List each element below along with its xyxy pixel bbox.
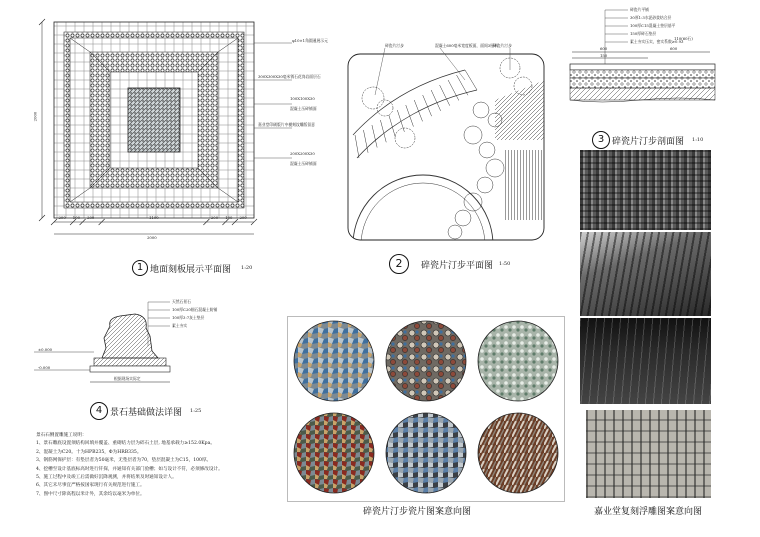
plan2-caption — [389, 254, 510, 274]
drawing-2-plan — [345, 40, 550, 280]
plan1-total-height: 2000 — [32, 111, 38, 122]
plan1-bottom-dim: 100 — [225, 215, 233, 220]
relief-caption: 嘉业堂复刻浮雕图案意向图 — [594, 507, 703, 517]
notes-item: 3、钢筋网保护层：有垫层者为50毫米，无垫层者为70，垫层混凝土为C15，100厚。 — [36, 458, 212, 464]
plan1-scale: 1:20 — [241, 265, 253, 271]
plan1-annotation: 混凝土压碎铺面 — [290, 161, 317, 166]
plan1-caption — [132, 260, 252, 276]
detail4-layer: 素土夯实 — [172, 323, 188, 328]
plan1-bottom-dim: 200 — [87, 215, 95, 220]
relief-photo-3 — [580, 318, 711, 404]
section3-layer: 素土夯实压实，密实系数≥0.93 — [630, 39, 684, 44]
section3-number: 3 — [592, 131, 610, 149]
plan2-annotation: 混凝土600毫米宽度板面，面间3厘米 — [435, 43, 498, 48]
plan1-total-width: 2000 — [147, 235, 157, 240]
notes-item: 5、施工过程中及竣工后需做好沉降观测，并将结果及时通知设计人。 — [36, 475, 177, 481]
detail4-number: 4 — [90, 402, 108, 420]
section3-dim: 110(60石) — [674, 36, 693, 41]
detail4-bottom-note: 根据现场实际定 — [114, 376, 141, 381]
notes-item: 4、挖槽至设计基底标高时进行钎探，并通知有关部门验槽；如与设计不符，必须修改设计。 — [36, 466, 223, 472]
plan2-annotation: 碎瓷片汀步 — [493, 43, 512, 48]
detail4-layer: 100厚3:7灰土垫层 — [172, 315, 205, 320]
section3-dim: 150 — [600, 53, 608, 58]
plan1-bottom-dim: 200 — [210, 215, 219, 220]
relief-photo-2 — [580, 232, 711, 316]
section3-dim: 600 — [600, 46, 608, 51]
detail4-level: ±0.000 — [38, 347, 53, 352]
plan1-bottom-dim: 200 — [239, 215, 247, 220]
notes-item: 6、其它未尽事宜严格按国家现行有关规范进行施工。 — [36, 483, 145, 489]
central-carved-slab — [128, 88, 180, 152]
section3-layer: 150厚碎石垫层 — [630, 31, 657, 36]
notes-heading: 景石石侧置雕施工说明： — [36, 433, 87, 438]
section3-caption — [592, 131, 703, 149]
section3-layer: 碎瓷片平铺 — [630, 7, 649, 12]
plan1-annotation: 100X100X30 — [290, 96, 315, 101]
plan1-bottom-dims — [54, 215, 254, 229]
plan1-bottom-dim: 1100 — [149, 215, 159, 220]
plan1-annotation: 300X300X30毫米锈石花岗岩面层石 — [258, 74, 321, 79]
relief-photo-4 — [586, 410, 711, 498]
plan1-bottom-dim: 100 — [72, 215, 81, 220]
section3-title: 碎瓷片汀步剖面图 — [612, 136, 685, 147]
section3-dim: 600 — [670, 46, 678, 51]
plan1-annotation: 200X200X30 — [290, 151, 315, 156]
detail4-layer: 天然石景石 — [172, 299, 191, 304]
section3-layer: 30厚1:3水泥砂浆结合层 — [630, 15, 672, 20]
plan1-title: 地面刻板展示平面图 — [150, 264, 232, 275]
notes-item: 7、图中尺寸除高程以米计外，其余均以毫米为单位。 — [36, 491, 145, 497]
plan1-annotation: 嘉业堂印刷版片中模刻纹雕版留意 — [258, 122, 315, 127]
mosaic-caption: 碎瓷片汀步瓷片图案意向图 — [363, 507, 472, 517]
drawing-4-detail — [30, 296, 230, 420]
section3-layer: 100厚C15混凝土垫层基平 — [630, 23, 676, 28]
drawing-1-plan — [30, 8, 328, 278]
detail4-title: 景石基础做法详图 — [110, 407, 183, 418]
mosaic-photo-grid — [287, 316, 565, 502]
section-3-svg — [560, 4, 730, 124]
drawing-3-section — [560, 4, 730, 150]
plan2-number: 2 — [389, 254, 409, 274]
plan1-annotation: φ10×1角圆通展示元 — [292, 38, 328, 43]
plan-2-svg — [345, 40, 550, 245]
detail4-layer: 100厚C20细石混凝土防铺 — [172, 307, 218, 312]
detail4-scale: 1:25 — [190, 408, 202, 414]
plan1-number: 1 — [132, 260, 148, 276]
section3-scale: 1:10 — [692, 137, 704, 143]
plan1-annotation: 混凝土压碎铺面 — [290, 106, 317, 111]
mosaic-photos-svg — [288, 317, 564, 501]
notes-item: 1、景石雕底设置须结构回填并覆盖、重砌结力层为碎石土层, 地基承载力≥152.0Kpa。 — [36, 441, 215, 447]
relief-photo-1 — [580, 150, 711, 230]
plan1-bottom-dim: 200 — [58, 215, 66, 220]
detail4-level: -0.000 — [38, 365, 51, 370]
plan2-scale: 1:50 — [499, 261, 511, 267]
detail4-caption — [90, 402, 201, 420]
plan2-title: 碎瓷片汀步平面图 — [421, 260, 494, 271]
plan2-annotation: 碎瓷片汀步 — [385, 43, 404, 48]
construction-notes — [36, 432, 286, 499]
notes-item: 2、混凝土为C20。十为HPB235，Φ为HRB335。 — [36, 449, 142, 455]
